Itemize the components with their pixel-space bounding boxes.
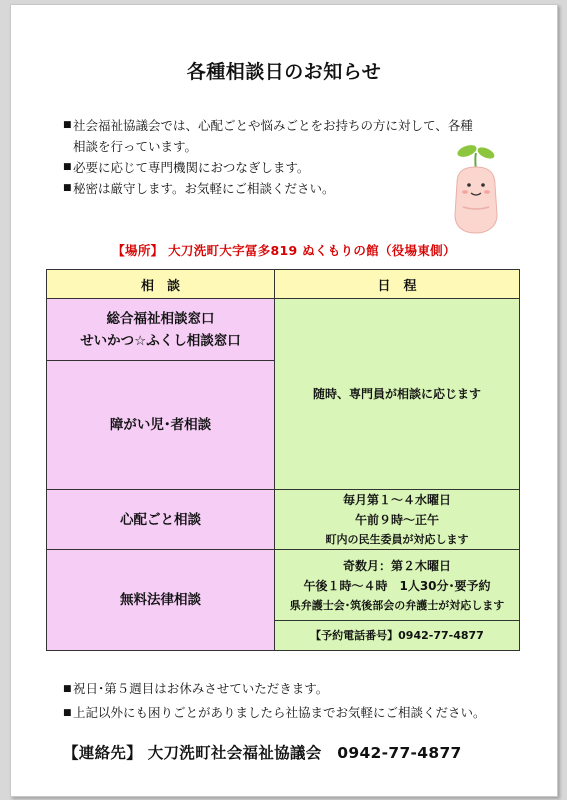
category-disability: 障がい児･者相談 bbox=[47, 361, 275, 490]
schedule-worry bbox=[275, 490, 520, 550]
intro-text: 必要に応じて専門機関におつなぎします。 bbox=[73, 160, 310, 175]
bullet-icon: ■ bbox=[63, 183, 72, 193]
schedule-legal bbox=[275, 550, 520, 620]
category-worry: 心配ごと相談 bbox=[47, 490, 275, 550]
document-page bbox=[10, 4, 558, 797]
category-seikatsu-label: せいかつ☆ふくし相談窓口 bbox=[80, 332, 241, 349]
location-text: 【場所】 大刀洗町大字冨多819 ぬくもりの館（役場東側） bbox=[112, 243, 456, 258]
bullet-icon: ■ bbox=[63, 684, 72, 694]
schedule-table bbox=[46, 269, 520, 651]
legal-phone: 【予約電話番号】0942-77-4877 bbox=[275, 620, 520, 650]
page-title: 各種相談日のお知らせ bbox=[186, 61, 382, 83]
footnote-item bbox=[63, 701, 533, 725]
schedule-legal-note: 県弁護士会･筑後部会の弁護士が対応します bbox=[289, 598, 505, 612]
schedule-legal-hours: 午後１時～４時 1人30分･要予約 bbox=[303, 578, 491, 593]
intro-text: 秘密は厳守します。お気軽にご相談ください。 bbox=[73, 181, 335, 196]
footnote-text: 上記以外にも困りごとがありましたら社協までお気軽にご相談ください。 bbox=[73, 705, 486, 720]
schedule-worry-days: 毎月第１～４水曜日 bbox=[342, 493, 451, 508]
bullet-icon: ■ bbox=[63, 708, 72, 718]
intro-list bbox=[63, 115, 483, 199]
category-general-label: 総合福祉相談窓口 bbox=[106, 310, 215, 327]
intro-item bbox=[63, 157, 483, 178]
footnote-text: 祝日･第５週目はお休みさせていただきます。 bbox=[73, 681, 329, 696]
category-legal: 無料法律相談 bbox=[47, 550, 275, 651]
intro-text: 社会福祉協議会では、心配ごとや悩みごとをお持ちの方に対して、各種相談を行っています。 bbox=[73, 118, 473, 154]
header-schedule: 日 程 bbox=[275, 270, 520, 299]
schedule-general: 随時、専門員が相談に応じます bbox=[275, 299, 520, 490]
bullet-icon: ■ bbox=[63, 120, 72, 130]
intro-item bbox=[63, 178, 483, 199]
schedule-worry-hours: 午前９時～正午 bbox=[354, 513, 439, 528]
header-consultation: 相 談 bbox=[47, 270, 275, 299]
schedule-worry-note: 町内の民生委員が対応します bbox=[325, 533, 469, 547]
bullet-icon: ■ bbox=[63, 162, 72, 172]
category-general bbox=[47, 299, 275, 361]
schedule-legal-days: 奇数月：第２木曜日 bbox=[342, 558, 451, 573]
footnote-list bbox=[63, 677, 533, 725]
footnote-item bbox=[63, 677, 533, 701]
intro-item bbox=[63, 115, 483, 157]
sprout-mascot-icon bbox=[445, 141, 507, 237]
contact-info: 【連絡先】 大刀洗町社会福祉協議会 0942-77-4877 bbox=[63, 744, 462, 762]
